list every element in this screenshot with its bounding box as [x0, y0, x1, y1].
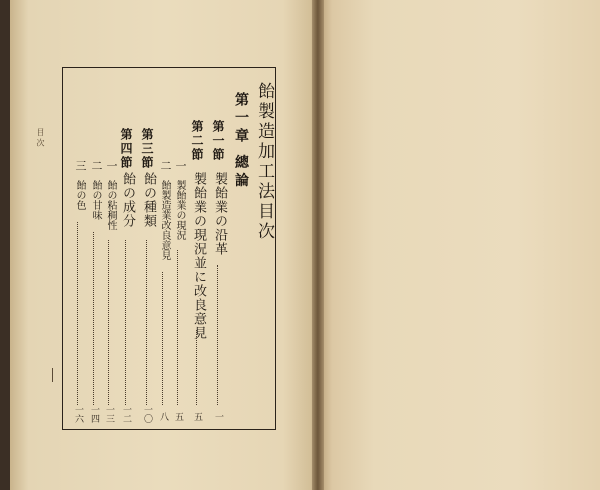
leader-dots — [196, 330, 197, 405]
page-number: 五 — [192, 412, 202, 421]
section-title: 飴の種類 — [141, 172, 156, 228]
page-number: 五 — [173, 412, 183, 421]
leader-dots — [93, 232, 94, 405]
page-number: 一〇 — [142, 405, 152, 423]
section-title: 製飴業の沿革 — [212, 172, 227, 256]
subitem-title: 飴の色 — [74, 180, 85, 210]
subitem-number: 一 — [105, 160, 118, 171]
leader-dots — [146, 240, 147, 405]
leader-dots — [162, 272, 163, 405]
page-number: 一四 — [89, 405, 99, 423]
leader-dots — [77, 222, 78, 405]
leader-dots — [217, 265, 218, 405]
subitem-title: 飴製造業改良意見 — [159, 180, 170, 260]
page-number: 一六 — [73, 405, 83, 423]
subitem-title: 製飴業の現況 — [174, 180, 185, 240]
section-title: 飴の成分 — [120, 172, 135, 228]
page-number: 一二 — [121, 405, 131, 423]
subitem-number: 二 — [159, 160, 172, 171]
book-gutter — [312, 0, 324, 490]
section-title: 製飴業の現況並に改良意見 — [191, 172, 206, 340]
page-number: 一三 — [104, 405, 114, 423]
subitem-title: 飴の粘稠性 — [105, 180, 116, 230]
leader-dots — [125, 240, 126, 405]
section-label: 第三節 — [140, 128, 154, 170]
subitem-number: 三 — [74, 160, 87, 171]
subitem-number: 二 — [90, 160, 103, 171]
leader-dots — [108, 240, 109, 405]
leader-dots — [177, 250, 178, 405]
subitem-number: 一 — [174, 160, 187, 171]
chapter-heading: 第一章 總論 — [233, 92, 249, 191]
margin-mark — [52, 368, 53, 382]
page-number: 八 — [158, 412, 168, 421]
section-label: 第一節 — [211, 120, 225, 162]
subitem-title: 飴の甘味 — [90, 180, 101, 220]
toc-title: 飴製造加工法目次 — [254, 82, 274, 242]
page-number: 一 — [213, 412, 223, 421]
right-page — [318, 0, 600, 490]
margin-running-head: 目 次 — [36, 128, 45, 147]
section-label: 第四節 — [119, 128, 133, 170]
section-label: 第二節 — [190, 120, 204, 162]
